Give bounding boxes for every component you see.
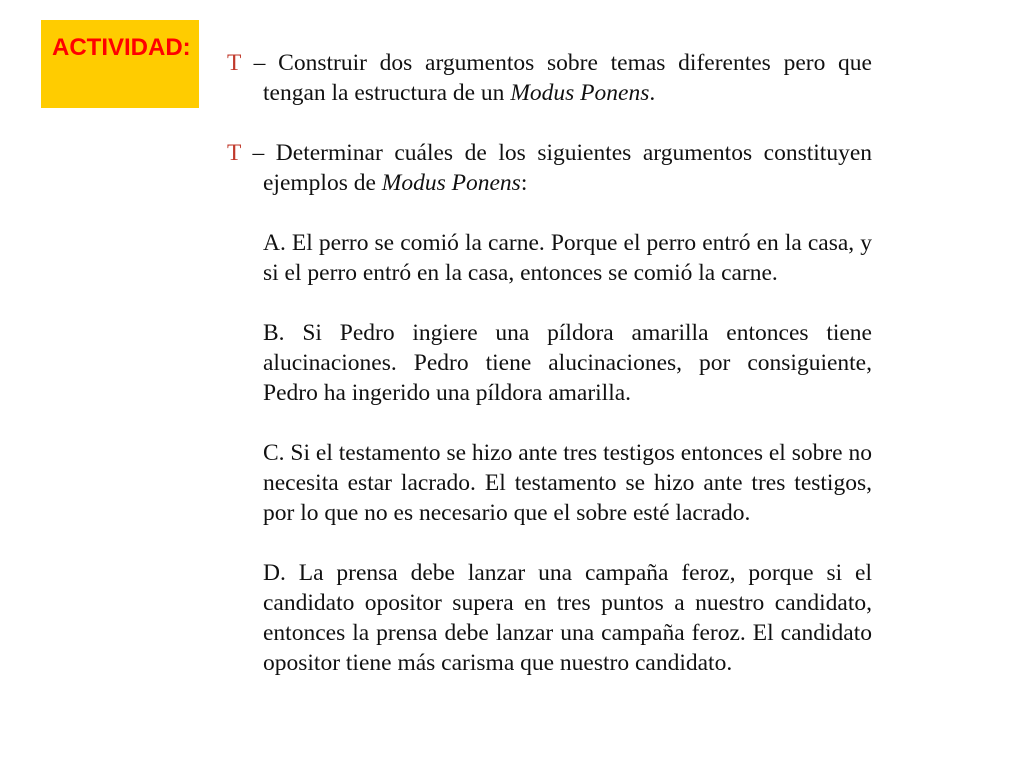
argument-item-a: A. El perro se comió la carne. Porque el perro entró en la casa, y si el perro entró en la casa, entonces se comió la carne. <box>263 230 872 286</box>
task-determine-modus-ponens <box>227 138 872 198</box>
task-text-end: . <box>649 80 656 106</box>
task-text-end: : <box>520 170 528 196</box>
task-marker: T <box>227 50 241 76</box>
task-marker: T <box>227 140 241 166</box>
task-text: – Determinar cuáles de los siguientes argumentos constituyen ejemplos de <box>240 140 872 196</box>
task-emphasis: Modus Ponens <box>510 80 650 106</box>
task-emphasis: Modus Ponens <box>381 170 521 196</box>
argument-item-c: C. Si el testamento se hizo ante tres testigos entonces el sobre no necesita estar lacrado. El testamento se hizo ante tres testigos, por lo que no es necesario que el sobre esté lacrado. <box>263 440 872 526</box>
argument-item-d: D. La prensa debe lanzar una campaña feroz, porque si el candidato opositor supera en tres puntos a nuestro candidato, entonces la prensa debe lanzar una campaña feroz. El candidato opositor tiene más carisma que nuestro candidato. <box>263 560 872 676</box>
task-text: – Construir dos argumentos sobre temas diferentes pero que tengan la estructura de un <box>240 50 872 106</box>
activity-badge <box>41 20 199 108</box>
activity-badge-label: ACTIVIDAD: <box>52 34 191 61</box>
argument-item-b: B. Si Pedro ingiere una píldora amarilla entonces tiene alucinaciones. Pedro tiene alucinaciones, por consiguiente, Pedro ha ingerido una píldora amarilla. <box>263 320 872 406</box>
task-construct-arguments <box>227 48 872 108</box>
activity-content <box>227 48 872 678</box>
